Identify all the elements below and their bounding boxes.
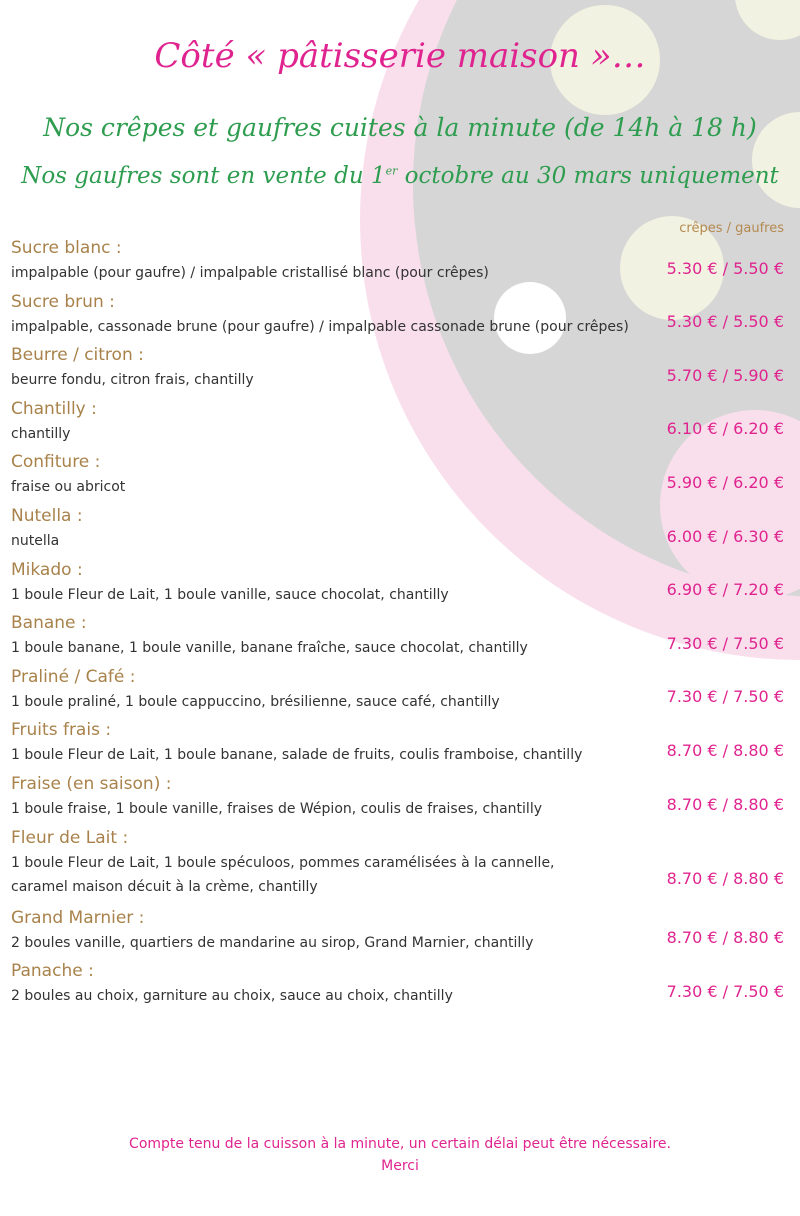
menu-item-name: Chantilly : [11, 398, 97, 419]
menu-item-description: 1 boule Fleur de Lait, 1 boule banane, salade de fruits, coulis framboise, chantilly [11, 747, 583, 764]
footer-delay-notice: Compte tenu de la cuisson à la minute, un certain délai peut être nécessaire. [129, 1136, 671, 1152]
menu-item [11, 558, 784, 612]
subtitle-waffle-season [0, 163, 800, 189]
menu-item-price: 5.70 € / 5.90 € [666, 365, 784, 385]
menu-item-description: 1 boule Fleur de Lait, 1 boule vanille, sauce chocolat, chantilly [11, 586, 449, 603]
menu-item-description: nutella [11, 532, 60, 549]
menu-item-price: 8.70 € / 8.80 € [666, 740, 784, 760]
menu-item-price: 8.70 € / 8.80 € [666, 868, 784, 888]
menu-item-description: chantilly [11, 425, 71, 442]
menu-item-price: 6.90 € / 7.20 € [666, 580, 784, 600]
menu-item-description: beurre fondu, citron frais, chantilly [11, 372, 254, 389]
menu-item-price: 5.30 € / 5.50 € [666, 312, 784, 332]
menu-item-price: 7.30 € / 7.50 € [666, 687, 784, 707]
page-title: Côté « pâtisserie maison »… [154, 36, 646, 76]
menu-item [11, 718, 784, 772]
menu-item-name: Sucre blanc : [11, 238, 122, 258]
subtitle-season-superscript: er [385, 164, 398, 178]
menu-item [11, 343, 784, 397]
menu-item-name: Mikado : [11, 559, 83, 580]
menu-item-name: Fleur de Lait : [11, 827, 129, 848]
menu-item-price: 7.30 € / 7.50 € [666, 633, 784, 653]
subtitle-season-text-end: octobre au 30 mars uniquement [397, 163, 779, 189]
menu-item-description: fraise ou abricot [11, 479, 126, 496]
menu-item-description: 1 boule fraise, 1 boule vanille, fraises de Wépion, coulis de fraises, chantilly [11, 800, 542, 817]
menu-item-price: 5.30 € / 5.50 € [666, 258, 784, 278]
footer-thanks: Merci [381, 1158, 419, 1174]
menu-item-price: 6.10 € / 6.20 € [666, 419, 784, 439]
menu-item-price: 6.00 € / 6.30 € [666, 526, 784, 546]
menu-item-name: Praliné / Café : [11, 666, 136, 687]
menu-item-description: 1 boule banane, 1 boule vanille, banane fraîche, sauce chocolat, chantilly [11, 640, 528, 657]
footer-note [0, 1133, 800, 1177]
menu-item-description: 1 boule Fleur de Lait, 1 boule spéculoos, pommes caramélisées à la cannelle, [11, 854, 555, 871]
menu-item-name: Panache : [11, 961, 94, 982]
menu-item-description: 2 boules au choix, garniture au choix, sauce au choix, chantilly [11, 988, 453, 1005]
menu-item [11, 959, 784, 1013]
menu-item-description: impalpable, cassonade brune (pour gaufre) / impalpable cassonade brune (pour crêpes) [11, 318, 629, 335]
subtitle-season-text: Nos gaufres sont en vente du 1 [21, 163, 386, 189]
menu-item-description: 2 boules vanille, quartiers de mandarine au sirop, Grand Marnier, chantilly [11, 934, 534, 951]
menu-item-description-line2: caramel maison décuit à la crème, chantilly [11, 878, 318, 895]
menu-item [11, 826, 784, 906]
subtitle-cooking-hours: Nos crêpes et gaufres cuites à la minute (de 14h à 18 h) [43, 113, 757, 142]
menu-item [11, 236, 784, 290]
menu-item [11, 450, 784, 504]
menu-item-price: 8.70 € / 8.80 € [666, 928, 784, 948]
menu-item-name: Fruits frais : [11, 720, 112, 741]
menu-item-price: 8.70 € / 8.80 € [666, 794, 784, 814]
menu-item-name: Sucre brun : [11, 291, 115, 312]
menu-item-description: 1 boule praliné, 1 boule cappuccino, brésilienne, sauce café, chantilly [11, 693, 500, 710]
menu-item [11, 397, 784, 451]
menu-item [11, 290, 784, 344]
price-column-header: crêpes / gaufres [679, 221, 784, 236]
menu-item-name: Fraise (en saison) : [11, 773, 172, 794]
menu-item [11, 772, 784, 826]
menu-item-name: Confiture : [11, 452, 101, 473]
menu-item-price: 7.30 € / 7.50 € [666, 981, 784, 1001]
menu-item [11, 504, 784, 558]
menu-item-name: Grand Marnier : [11, 907, 145, 928]
menu-item-description: impalpable (pour gaufre) / impalpable cristallisé blanc (pour crêpes) [11, 265, 489, 281]
menu-item-price: 5.90 € / 6.20 € [666, 472, 784, 492]
menu-item-name: Nutella : [11, 505, 83, 526]
menu-item [11, 611, 784, 665]
menu-item [11, 906, 784, 960]
menu-list [11, 236, 784, 1013]
menu-item-name: Banane : [11, 613, 87, 634]
menu-item-name: Beurre / citron : [11, 345, 144, 366]
menu-item [11, 665, 784, 719]
